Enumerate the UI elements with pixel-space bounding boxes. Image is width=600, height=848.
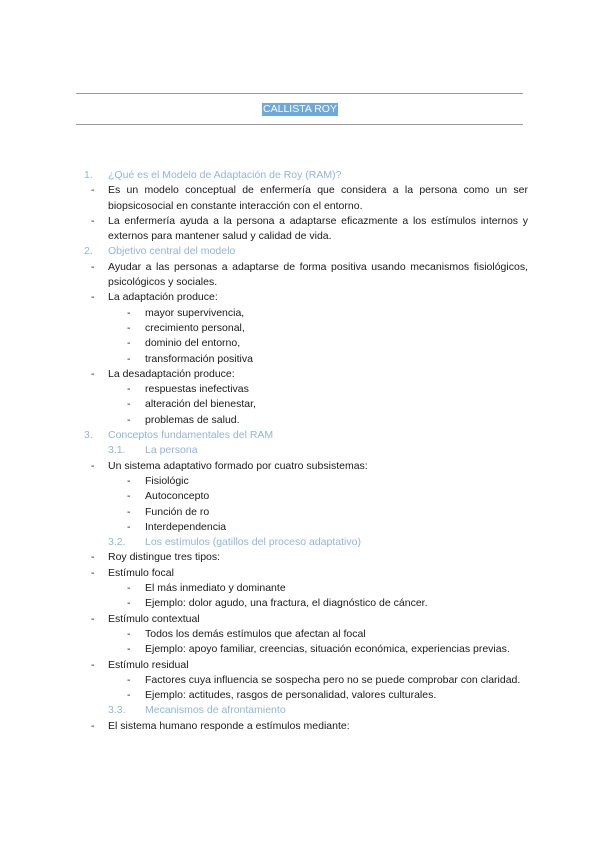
- sub-list-item-text: El más inmediato y dominante: [145, 582, 286, 595]
- document-body: [0, 168, 600, 734]
- sub-list-item-text: alteración del bienestar,: [145, 398, 256, 411]
- sub-list-item: [0, 489, 600, 504]
- sub-list-item-text: Ejemplo: dolor agudo, una fractura, el diagnóstico de cáncer.: [145, 597, 428, 610]
- sub-list-item: [0, 336, 600, 351]
- sub-list-item-text: crecimiento personal,: [145, 321, 245, 334]
- dash: -: [127, 597, 131, 610]
- sub-list-item-text: Fisiológic: [145, 474, 189, 487]
- title-container: [0, 99, 600, 117]
- sub-list-item-text: Autoconcepto: [145, 490, 210, 503]
- dash: -: [127, 413, 131, 426]
- section-number: 1.: [84, 169, 93, 181]
- subsection-heading: [0, 443, 600, 458]
- dash: -: [91, 459, 95, 472]
- sub-list-item: [0, 306, 600, 321]
- section-title: Conceptos fundamentales del RAM: [108, 429, 274, 442]
- list-item: [0, 658, 600, 673]
- list-item-text: Ayudar a las personas a adaptarse de forma positiva usando mecanismos fisiológicos, psicológicos y sociales.: [108, 260, 528, 289]
- sub-list-item-text: Todos los demás estímulos que afectan al focal: [145, 627, 366, 640]
- list-item-text: La adaptación produce:: [108, 291, 218, 304]
- dash: -: [127, 474, 131, 487]
- sub-list-item: [0, 474, 600, 489]
- dash: -: [127, 321, 131, 334]
- bottom-rule: [76, 124, 523, 125]
- list-item: [0, 612, 600, 627]
- list-item: [0, 290, 600, 305]
- subsection-number: 3.1.: [108, 444, 126, 457]
- list-item-text: Un sistema adaptativo formado por cuatro subsistemas:: [108, 459, 368, 472]
- subsection-heading: [0, 535, 600, 550]
- dash: -: [127, 490, 131, 503]
- list-item: [0, 566, 600, 581]
- dash: -: [127, 627, 131, 640]
- subsection-heading: [0, 703, 600, 718]
- dash: -: [127, 398, 131, 411]
- dash: -: [91, 566, 95, 579]
- dash: -: [127, 337, 131, 350]
- list-item-text: Estímulo residual: [108, 658, 189, 671]
- dash: -: [127, 505, 131, 518]
- sub-list-item: [0, 627, 600, 642]
- list-item: [0, 719, 600, 734]
- section-title: Objetivo central del modelo: [108, 245, 236, 258]
- dash: -: [91, 260, 95, 273]
- list-item-text: Estímulo contextual: [108, 612, 200, 625]
- list-item: [0, 260, 600, 291]
- list-item: [0, 214, 600, 245]
- sub-list-item-text: Interdependencia: [145, 520, 227, 533]
- subsection-title: La persona: [145, 444, 198, 457]
- sub-list-item: [0, 352, 600, 367]
- dash: -: [91, 184, 95, 197]
- section-heading: [0, 168, 600, 183]
- subsection-title: Mecanismos de afrontamiento: [145, 704, 286, 717]
- dash: -: [91, 658, 95, 671]
- dash: -: [91, 551, 95, 564]
- section-number: 3.: [84, 429, 93, 442]
- sub-list-item-text: transformación positiva: [145, 352, 253, 365]
- subsection-number: 3.2.: [108, 536, 126, 549]
- list-item-text: La desadaptación produce:: [108, 367, 235, 380]
- list-item: [0, 459, 600, 474]
- list-item-text: El sistema humano responde a estímulos mediante:: [108, 719, 350, 732]
- sub-list-item-text: Función de ro: [145, 505, 210, 518]
- sub-list-item-text: mayor supervivencia,: [145, 306, 245, 319]
- dash: -: [127, 352, 131, 365]
- sub-list-item: [0, 673, 600, 688]
- sub-list-item-text: problemas de salud.: [145, 413, 240, 426]
- section-number: 2.: [84, 245, 93, 258]
- sub-list-item-text: respuestas inefectivas: [145, 383, 249, 396]
- list-item-text: Roy distingue tres tipos:: [108, 551, 221, 564]
- sub-list-item: [0, 688, 600, 703]
- sub-list-item-text: Factores cuya influencia se sospecha pero no se puede comprobar con claridad.: [145, 673, 521, 686]
- section-heading: [0, 244, 600, 259]
- subsection-number: 3.3.: [108, 704, 126, 717]
- sub-list-item: [0, 581, 600, 596]
- dash: -: [127, 643, 131, 656]
- sub-list-item: [0, 397, 600, 412]
- sub-list-item-text: Ejemplo: apoyo familiar, creencias, situación económica, experiencias previas.: [145, 643, 510, 656]
- sub-list-item: [0, 642, 600, 657]
- list-item: [0, 367, 600, 382]
- top-rule: [76, 93, 523, 94]
- list-item-text: Estímulo focal: [108, 566, 174, 579]
- dash: -: [127, 689, 131, 702]
- list-item: [0, 550, 600, 565]
- dash: -: [127, 383, 131, 396]
- sub-list-item: [0, 505, 600, 520]
- sub-list-item-text: Ejemplo: actitudes, rasgos de personalidad, valores culturales.: [145, 689, 437, 702]
- subsection-title: Los estímulos (gatillos del proceso adaptativo): [145, 536, 361, 549]
- section-title: ¿Qué es el Modelo de Adaptación de Roy (RAM)?: [108, 169, 342, 181]
- dash: -: [91, 367, 95, 380]
- list-item-text: Es un modelo conceptual de enfermería que considera a la persona como un ser biopsicosocial en constante interacción con el entorno.: [108, 184, 528, 212]
- dash: -: [127, 673, 131, 686]
- dash: -: [127, 582, 131, 595]
- sub-list-item: [0, 382, 600, 397]
- sub-list-item: [0, 520, 600, 535]
- document-title: CALLISTA ROY: [263, 103, 337, 115]
- dash: -: [127, 520, 131, 533]
- dash: -: [91, 719, 95, 732]
- list-item-text: La enfermería ayuda a la persona a adaptarse eficazmente a los estímulos internos y externos para mantener salud y calidad de vida.: [108, 214, 528, 243]
- sub-list-item: [0, 596, 600, 611]
- dash: -: [127, 306, 131, 319]
- dash: -: [91, 612, 95, 625]
- list-item: [0, 183, 600, 214]
- sub-list-item: [0, 413, 600, 428]
- section-heading: [0, 428, 600, 443]
- dash: -: [91, 291, 95, 304]
- sub-list-item: [0, 321, 600, 336]
- sub-list-item-text: dominio del entorno,: [145, 337, 241, 350]
- dash: -: [91, 214, 95, 227]
